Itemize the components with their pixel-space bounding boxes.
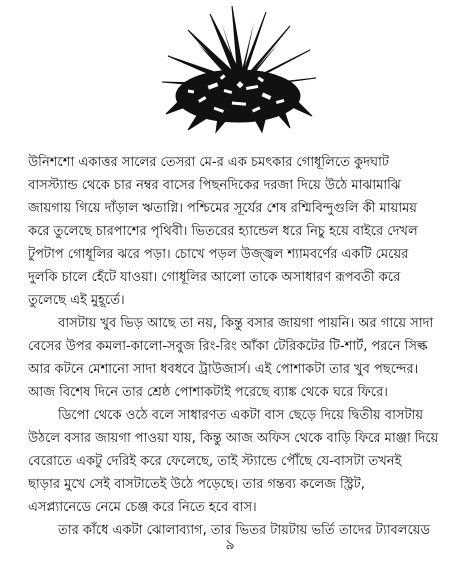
text-line: উঠলে বসার জায়গা পাওয়া যায়, কিন্তু আজ অফিস থেকে বাড়ি ফিরে মাঞ্জা দিয়ে: [28, 431, 439, 446]
text-line: জায়গায় গিয়ে দাঁড়াল ঋতাগ্নি। পশ্চিমের সূর্যের শেষ রশ্মিবিন্দুগুলি কী মায়াময়: [28, 201, 417, 216]
text-line: বাসটায় খুব ভিড় আছে তা নয়, কিন্তু বসার জায়গা পায়নি। অর গায়ে সাদা: [58, 316, 434, 331]
text-line: তুলেছে এই মুহূর্তে।: [28, 293, 125, 308]
text-line: এসপ্ল্যানেডে নেমে চেঞ্জ করে নিতে হবে বাস।: [28, 500, 257, 515]
text-line: তার কাঁধে একটা ঝোলাব্যাগ, তার ভিতর টায়টায় ভর্তি তাদের ট্যাবলয়েড: [58, 523, 431, 538]
paragraph-1: [28, 151, 440, 312]
splash-ornament-icon: [158, 4, 318, 134]
text-line: আজ বিশেষ দিনে তার শ্রেষ্ঠ পোশাকটাই পরেছে ব্যাঙ্ক থেকে ঘরে ফিরে।: [28, 385, 388, 400]
text-line: ছাড়ার মুখে সেই বাসটাতেই উঠে পড়েছে। তার গন্তব্য কলেজ স্ট্রিট,: [28, 477, 365, 492]
text-line: করে তুলেছে চারপাশের পৃথিবী। ভিতরের হ্যান্ডেল ধরে নিচু হয়ে বাইরে দেখল: [28, 224, 418, 239]
text-line: দুলকি চালে হেঁটে যাওয়া। গোধূলির আলো তাকে অসাধারণ রূপবতী করে: [28, 270, 401, 285]
text-line: বেসের উপর কমলা-কালো-সবুজ রিং-রিং আঁকা টেরিকটের টি-শার্ট, পরনে সিল্ক: [28, 339, 428, 354]
paragraph-2: [28, 312, 440, 404]
story-text: [28, 151, 440, 542]
text-line: উনিশশো একাত্তর সালের তেসরা মে-র এক চমৎকার গোধূলিতে কুদঘাট: [28, 155, 389, 170]
text-line: ডিপো থেকে ওঠে বলে সাধারণত একটা বাস ছেড়ে দিয়ে দ্বিতীয় বাসটায়: [58, 408, 424, 423]
text-line: আর কটনে মেশানো সাদা ধবধবে ট্রাউজার্স। এই পোশাকটা তার খুব পছন্দের।: [28, 362, 419, 377]
text-line: টুপটাপ গোধূলির ঝরে পড়া। চোখে পড়ল উজ্জ্বল শ্যামবর্ণের একটি মেয়ের: [28, 247, 409, 262]
page-number: ৯: [225, 537, 235, 553]
text-line: বাসস্ট্যান্ড থেকে চার নম্বর বাসের পিছনদিকের দরজা দিয়ে উঠে মাঝামাঝি: [28, 178, 401, 193]
text-line: বেরোতে একটু দেরিই করে ফেলেছে, তাই স্ট্যান্ডে পৌঁছে যে-বাসটা তখনই: [28, 454, 402, 469]
paragraph-3: [28, 404, 440, 519]
